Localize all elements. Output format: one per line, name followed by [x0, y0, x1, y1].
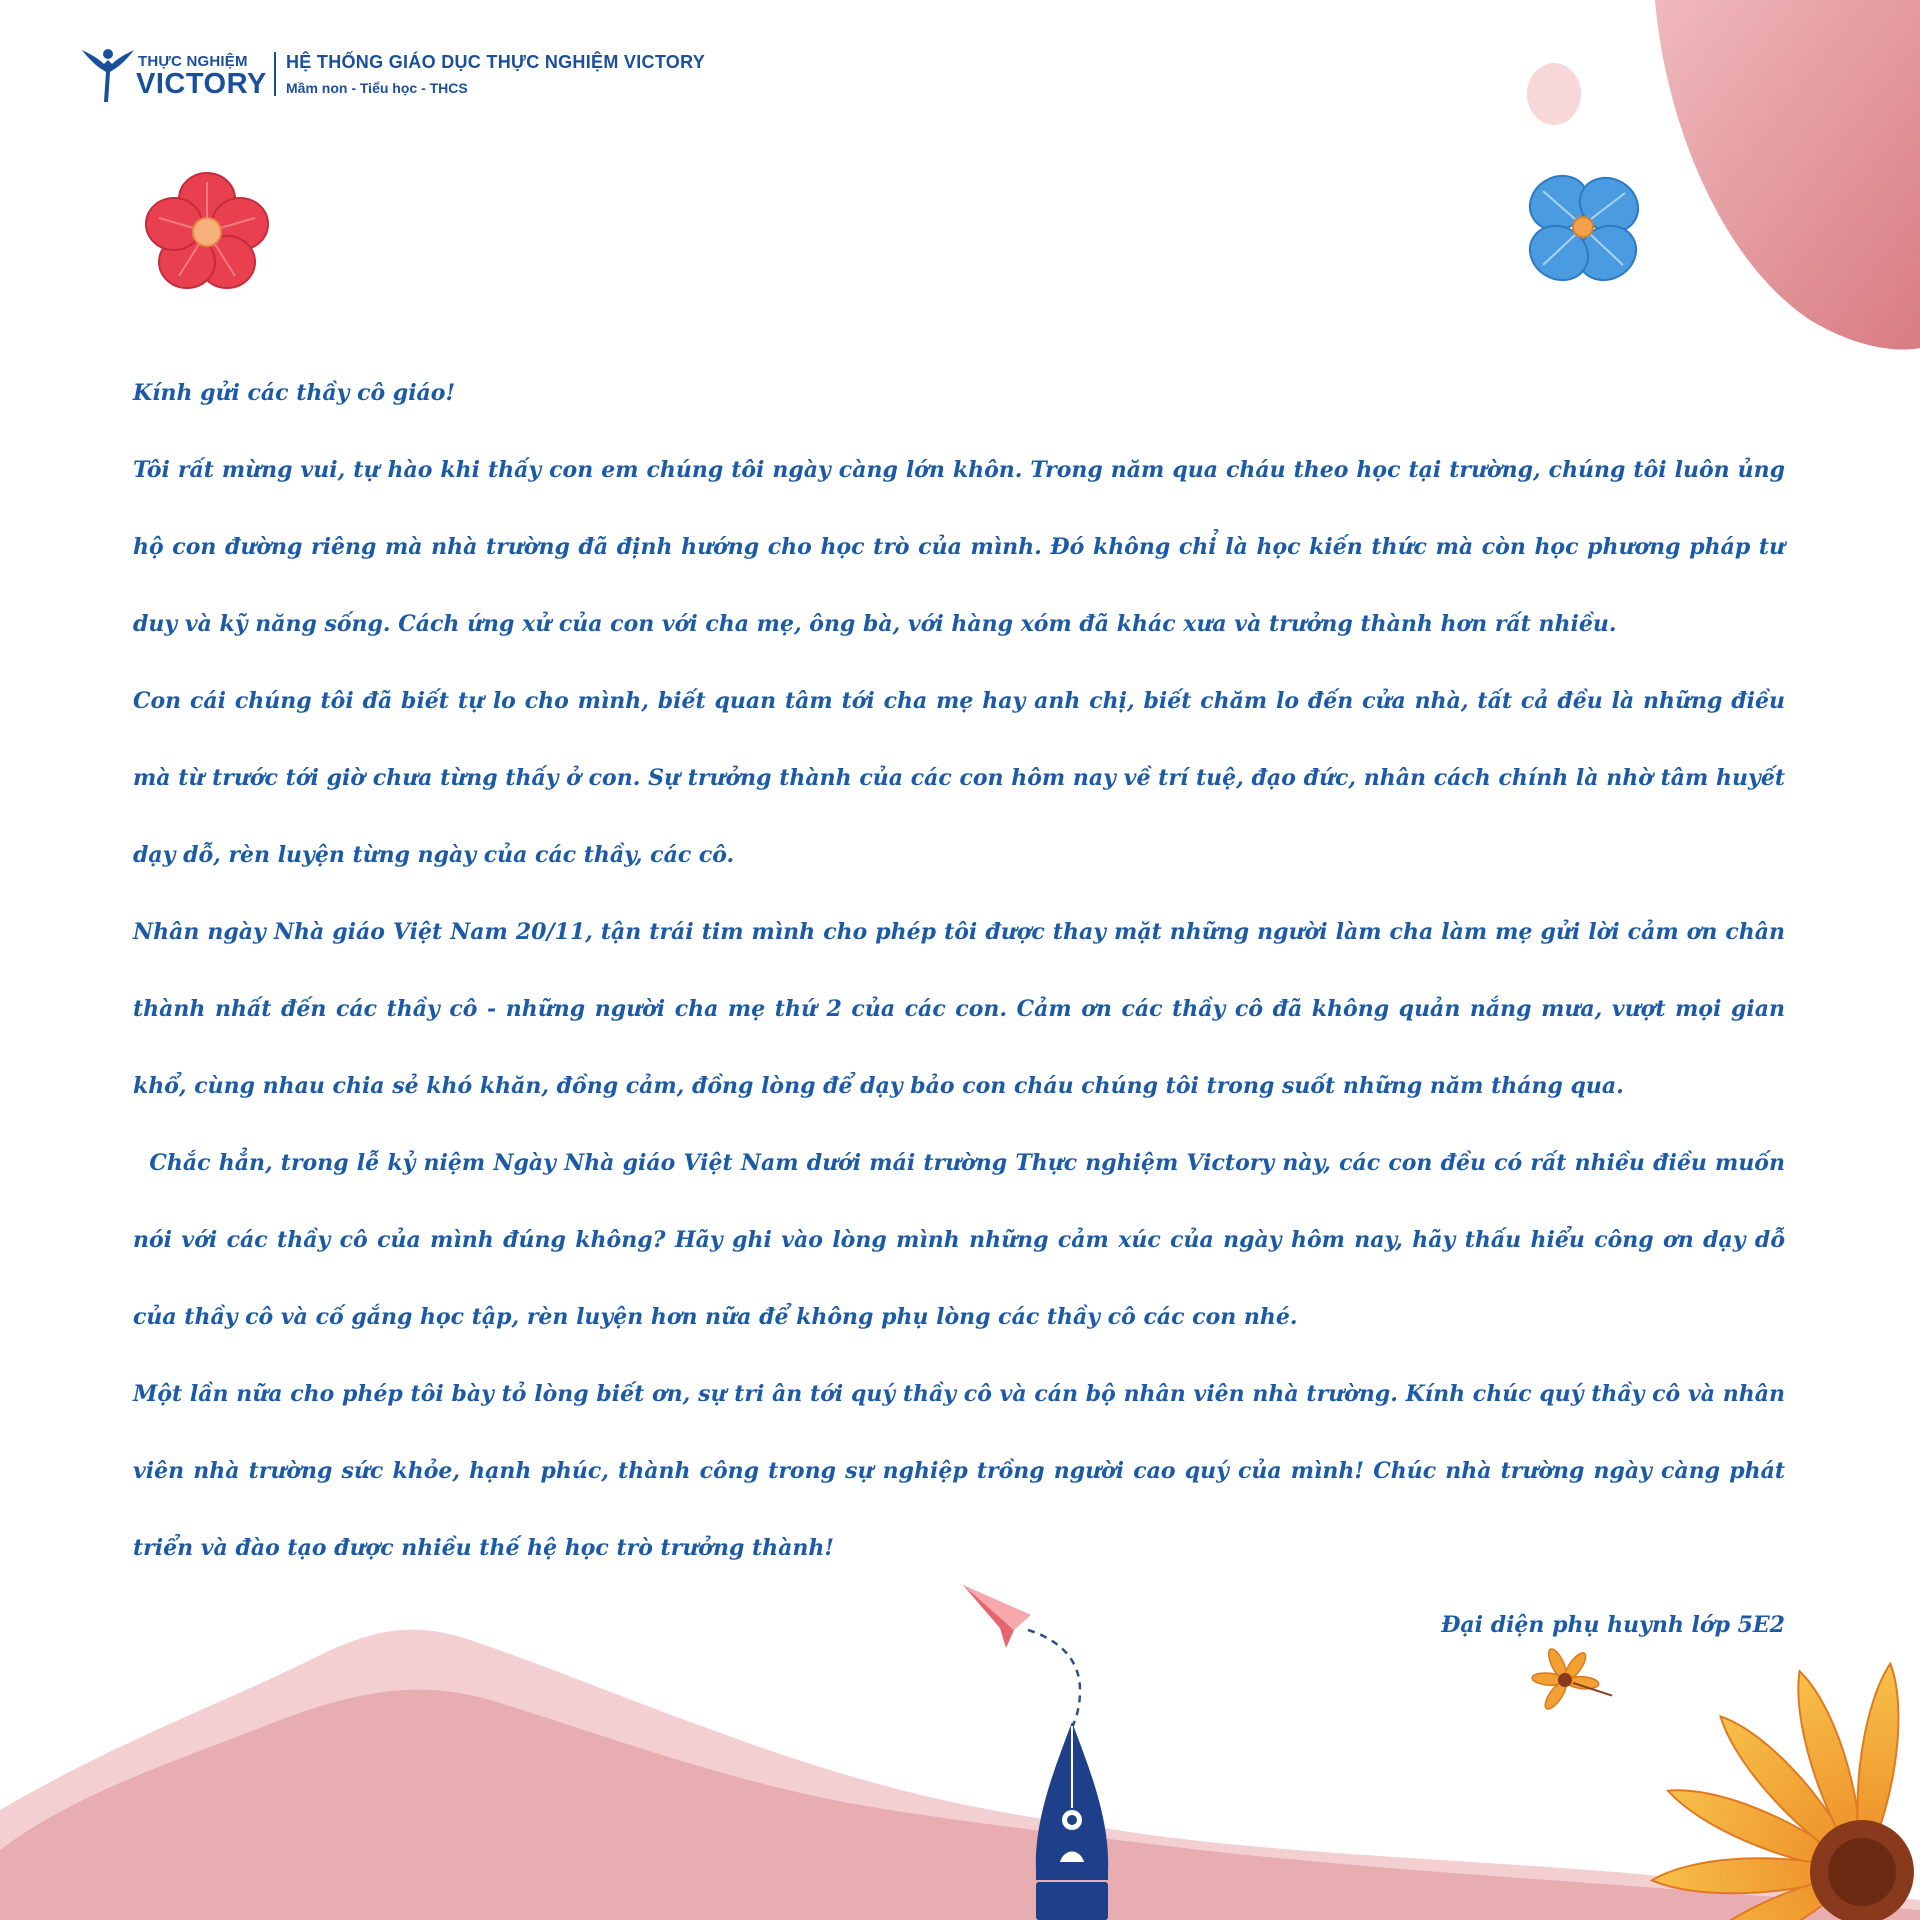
letter-signature: Đại diện phụ huynh lớp 5E2: [1441, 1612, 1785, 1638]
pink-blob-shape: [1655, 0, 1920, 350]
sunflower-icon: [1651, 1662, 1914, 1920]
letter-greeting: Kính gửi các thầy cô giáo!: [133, 380, 456, 406]
header-divider: [274, 52, 276, 96]
header-title: HỆ THỐNG GIÁO DỤC THỰC NGHIỆM VICTORY: [286, 52, 706, 72]
pink-dot-shape: [1527, 63, 1581, 125]
letter-paragraph: Nhân ngày Nhà giáo Việt Nam 20/11, tận trái tim mình cho phép tôi được thay mặt những người làm cha làm mẹ gửi lời cảm ơn chân thành nhất đến các thầy cô - những người cha mẹ thứ 2 của các con. Cảm ơn các thầy cô đã không quản nắng mưa, vượt mọi gian khổ, cùng nhau chia sẻ khó khăn, đồng cảm, đồng lòng để dạy bảo con cháu chúng tôi trong suốt những năm tháng qua.: [133, 919, 1793, 1099]
header-subtitle: Mầm non - Tiểu học - THCS: [286, 80, 468, 96]
letter-paragraph: Chắc hẳn, trong lễ kỷ niệm Ngày Nhà giáo Việt Nam dưới mái trường Thực nghiệm Victory này, các con đều có rất nhiều điều muốn nói với các thầy cô của mình đúng không? Hãy ghi vào lòng mình những cảm xúc của ngày hôm nay, hãy thấu hiểu công ơn dạy dỗ của thầy cô và cố gắng học tập, rèn luyện hơn nữa để không phụ lòng các thầy cô các con nhé.: [133, 1150, 1793, 1330]
logo-text-main: VICTORY: [136, 68, 267, 100]
winged-figure-icon: [80, 44, 136, 104]
letter-body: [133, 355, 1793, 1664]
letter-paragraph: Tôi rất mừng vui, tự hào khi thấy con em chúng tôi ngày càng lớn khôn. Trong năm qua cháu theo học tại trường, chúng tôi luôn ủng hộ con đường riêng mà nhà trường đã định hướng cho học trò của mình. Đó không chỉ là học kiến thức mà còn học phương pháp tư duy và kỹ năng sống. Cách ứng xử của con với cha mẹ, ông bà, với hàng xóm đã khác xưa và trưởng thành hơn rất nhiều.: [133, 457, 1785, 637]
pen-nib-icon: [1036, 1722, 1108, 1920]
letter-paragraph: Một lần nữa cho phép tôi bày tỏ lòng biết ơn, sự tri ân tới quý thầy cô và cán bộ nhân viên nhà trường. Kính chúc quý thầy cô và nhân viên nhà trường sức khỏe, hạnh phúc, thành công trong sự nghiệp trồng người cao quý của mình! Chúc nhà trường ngày càng phát triển và đào tạo được nhiều thế hệ học trò trưởng thành!: [133, 1381, 1785, 1561]
red-flower-icon: [146, 173, 268, 288]
blue-flower-icon: [1520, 165, 1648, 290]
letter-paragraph: Con cái chúng tôi đã biết tự lo cho mình, biết quan tâm tới cha mẹ hay anh chị, biết chăm lo đến cửa nhà, tất cả đều là những điều mà từ trước tới giờ chưa từng thấy ở con. Sự trưởng thành của các con hôm nay về trí tuệ, đạo đức, nhân cách chính là nhờ tâm huyết dạy dỗ, rèn luyện từng ngày của các thầy, các cô.: [133, 688, 1785, 868]
logo-text-top: THỰC NGHIỆM: [138, 53, 248, 70]
